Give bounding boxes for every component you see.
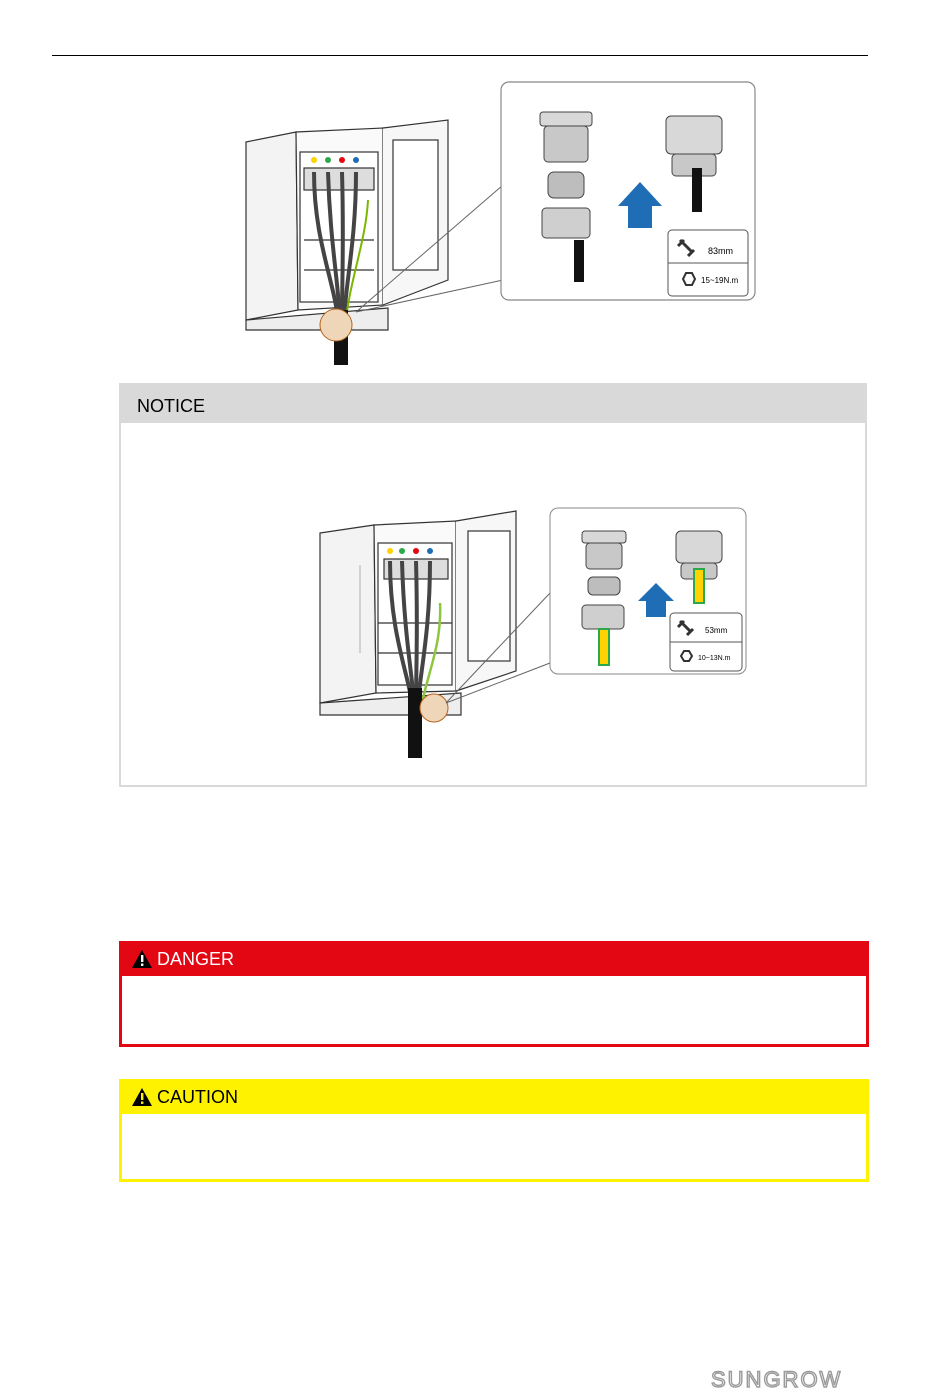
caution-box [119,1079,869,1182]
cable-bundle-2 [408,688,422,758]
notice-figure-svg [316,503,756,763]
danger-header [119,941,869,976]
torque-notice: 10~13N.m [698,655,731,662]
notice-heading: NOTICE [121,385,865,423]
header-rule [52,55,868,56]
sungrow-logo-text: SUNGROW [711,1368,843,1390]
danger-heading: DANGER [157,948,235,969]
gland-highlight-2 [420,694,448,722]
notice-box [119,383,867,787]
warning-triangle-icon [131,1087,153,1107]
caution-header [119,1079,869,1114]
wrench-size-top: 83mm [708,246,734,256]
top-installation-figure [238,80,758,370]
top-figure-svg [238,80,758,370]
caution-heading: CAUTION [157,1086,238,1107]
gland-highlight [320,309,352,341]
notice-installation-figure [316,503,756,763]
danger-box [119,941,869,1047]
sungrow-logo [711,1368,869,1395]
warning-triangle-icon [131,949,153,969]
wrench-size-notice: 53mm [705,626,728,635]
torque-top: 15~19N.m [701,276,739,285]
